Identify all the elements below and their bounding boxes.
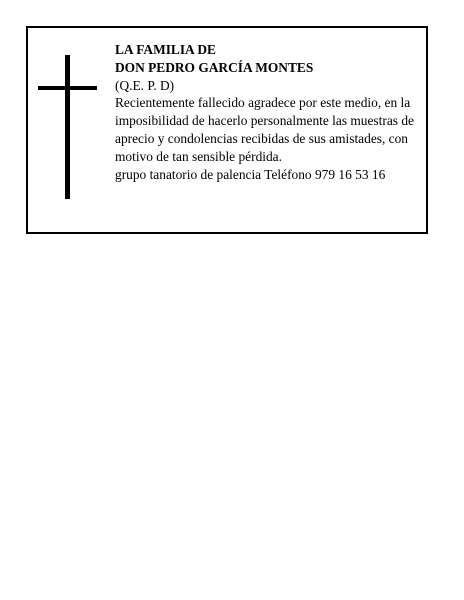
notice-footer: grupo tanatorio de palencia Teléfono 979 16 53 16 (115, 166, 386, 182)
notice-message: Recientemente fallecido agradece por este medio, en la imposibilidad de hacerlo personalmente las muestras de aprecio y condolencias recibidas de sus amistades, con motivo de tan sensible pérdida. (115, 95, 414, 164)
cross-horizontal-bar (38, 86, 97, 90)
notice-text (115, 41, 421, 183)
obituary-notice (26, 26, 428, 234)
notice-heading-name: DON PEDRO GARCÍA MONTES (115, 59, 314, 75)
notice-rip: (Q.E. P. D) (115, 77, 175, 93)
notice-heading-family: LA FAMILIA DE (115, 42, 216, 57)
cross-vertical-bar (65, 55, 70, 199)
